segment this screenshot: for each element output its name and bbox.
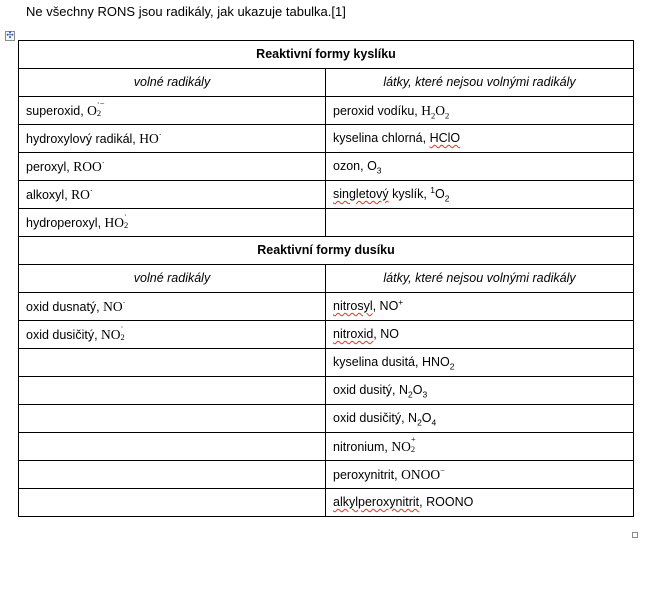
table-cell: peroxid vodíku, $H_2O_2$ — [326, 97, 634, 125]
formula-hydrogen-peroxide: $H_2O_2$ — [421, 102, 450, 121]
table-row — [19, 97, 634, 125]
formula-hydroperoxyl: HO · 2 — [104, 209, 129, 230]
table-cell: alkoxyl, RO· — [19, 181, 326, 209]
formula-alkylperoxynitrite: ROONO — [426, 495, 474, 509]
formula-nitric-oxide: NO· — [103, 297, 126, 314]
formula-hydroxyl: HO· — [139, 129, 162, 146]
column-header-nonradicals: látky, které nejsou volnými radikály — [326, 69, 634, 97]
table-move-handle-icon[interactable]: ✣ — [6, 31, 14, 41]
rons-table — [18, 40, 634, 517]
table-cell: peroxyl, ROO· — [19, 153, 326, 181]
formula-peroxyl: ROO· — [73, 157, 105, 174]
formula-alkoxyl: RO· — [71, 185, 93, 202]
formula-superoxide: O ·− 2 — [87, 97, 105, 118]
table-cell — [19, 433, 326, 461]
table-row — [19, 405, 634, 433]
table-cell: kyselina chlorná, HClO — [326, 125, 634, 153]
intro-text: Ne všechny RONS jsou radikály, jak ukazuje tabulka.[1] — [26, 4, 346, 19]
column-header-radicals: volné radikály — [19, 265, 326, 293]
table-row — [19, 181, 634, 209]
table-cell — [19, 377, 326, 405]
table-cell: ozon, $O_3$ — [326, 153, 634, 181]
column-header-nonradicals: látky, které nejsou volnými radikály — [326, 265, 634, 293]
table-row — [19, 293, 634, 321]
table-cell: kyselina dusitá, $HNO_2$ — [326, 349, 634, 377]
section-header-row — [19, 41, 634, 69]
formula-hypochlorous-acid: HClO — [429, 131, 461, 145]
table-row — [19, 489, 634, 517]
table-cell — [19, 489, 326, 517]
table-row — [19, 349, 634, 377]
table-cell — [19, 461, 326, 489]
table-row — [19, 125, 634, 153]
section-title-nitrogen: Reaktivní formy dusíku — [19, 237, 634, 265]
formula-dinitrogen-tetroxide: $N_2O_4$ — [408, 411, 437, 428]
formula-peroxynitrite: ONOO− — [401, 465, 445, 482]
formula-nitronium: NO + 2 — [391, 433, 416, 454]
table-cell: nitronium, NO + 2 — [326, 433, 634, 461]
table-row — [19, 153, 634, 181]
table-cell: oxid dusičitý, $N_2O_4$ — [326, 405, 634, 433]
formula-dinitrogen-trioxide: $N_2O_3$ — [399, 383, 428, 400]
table-cell: alkylperoxynitrit, ROONO — [326, 489, 634, 517]
table-cell — [19, 405, 326, 433]
table-cell: oxid dusitý, $N_2O_3$ — [326, 377, 634, 405]
column-header-row — [19, 69, 634, 97]
table-row — [19, 377, 634, 405]
table-cell: hydroperoxyl, HO · 2 — [19, 209, 326, 237]
table-row — [19, 321, 634, 349]
table-cell: singletový kyslík, $^1O_2$ — [326, 181, 634, 209]
table-cell — [19, 349, 326, 377]
formula-nitrosyl: NO+ — [379, 296, 404, 313]
table-cell: oxid dusnatý, NO· — [19, 293, 326, 321]
table-cell: peroxynitrit, ONOO− — [326, 461, 634, 489]
table-resize-handle[interactable] — [632, 532, 638, 538]
table-cell: hydroxylový radikál, HO· — [19, 125, 326, 153]
table-row — [19, 209, 634, 237]
section-title-oxygen: Reaktivní formy kyslíku — [19, 41, 634, 69]
table-row — [19, 461, 634, 489]
column-header-radicals: volné radikály — [19, 69, 326, 97]
formula-nitrogen-dioxide: NO · 2 — [101, 321, 125, 342]
section-header-row — [19, 237, 634, 265]
table-cell — [326, 209, 634, 237]
column-header-row — [19, 265, 634, 293]
table-cell: nitroxid, NO — [326, 321, 634, 349]
table-cell: superoxid, O ·− 2 — [19, 97, 326, 125]
formula-nitroxide: NO — [380, 327, 399, 341]
formula-singlet-oxygen: $^1O_2$ — [430, 184, 450, 204]
formula-nitrous-acid: $HNO_2$ — [421, 355, 455, 372]
table-cell: nitrosyl, NO+ — [326, 293, 634, 321]
formula-ozone: $O_3$ — [367, 159, 382, 176]
table-row — [19, 433, 634, 461]
table-cell: oxid dusičitý, NO · 2 — [19, 321, 326, 349]
